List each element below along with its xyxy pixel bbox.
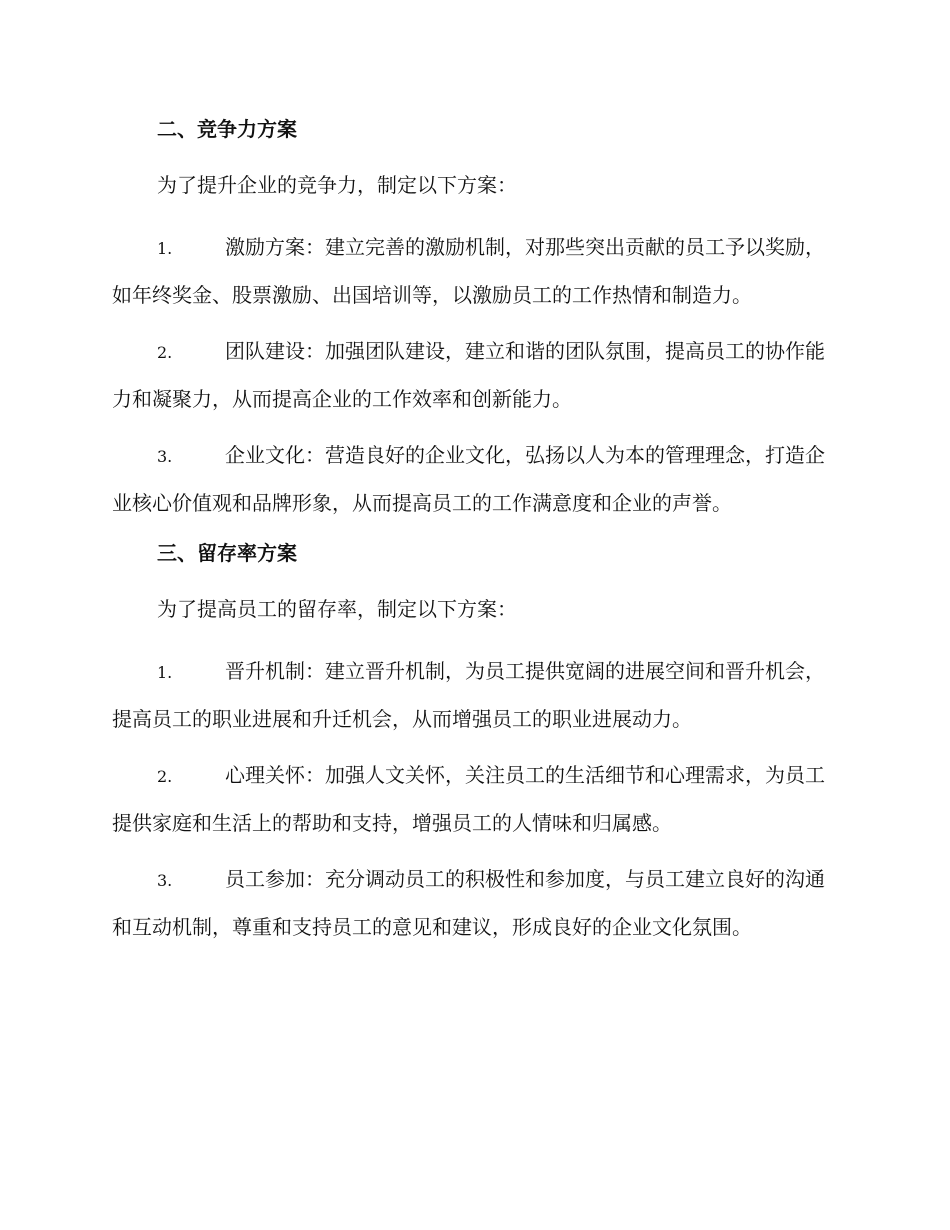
list-item-number: 2. bbox=[157, 343, 173, 362]
list-item bbox=[112, 856, 836, 950]
document-body bbox=[112, 112, 836, 960]
section-heading-retention: 三、留存率方案 bbox=[157, 541, 297, 565]
list-item-number: 1. bbox=[157, 663, 173, 682]
list-item bbox=[112, 648, 836, 742]
list-item-number: 3. bbox=[157, 447, 173, 466]
list-item bbox=[112, 328, 836, 422]
section-intro: 为了提升企业的竞争力，制定以下方案： bbox=[157, 173, 517, 197]
list-item-text: 晋升机制：建立晋升机制，为员工提供宽阔的进展空间和晋升机会，提高员工的职业进展和升迁机会，从而增强员工的职业进展动力。 bbox=[112, 659, 825, 731]
list-item-number: 2. bbox=[157, 767, 173, 786]
list-item-text: 团队建设：加强团队建设，建立和谐的团队氛围，提高员工的协作能力和凝聚力，从而提高企业的工作效率和创新能力。 bbox=[112, 339, 825, 411]
list-item-number: 3. bbox=[157, 871, 173, 890]
list-item-text: 心理关怀：加强人文关怀，关注员工的生活细节和心理需求，为员工提供家庭和生活上的帮助和支持，增强员工的人情味和归属感。 bbox=[112, 763, 825, 835]
list-item bbox=[112, 432, 836, 526]
section-intro: 为了提高员工的留存率，制定以下方案： bbox=[157, 597, 517, 621]
list-item bbox=[112, 224, 836, 318]
list-item-number: 1. bbox=[157, 239, 173, 258]
list-item bbox=[112, 752, 836, 846]
list-item-text: 员工参加：充分调动员工的积极性和参加度，与员工建立良好的沟通和互动机制，尊重和支持员工的意见和建议，形成良好的企业文化氛围。 bbox=[112, 867, 825, 939]
list-item-text: 企业文化：营造良好的企业文化，弘扬以人为本的管理理念，打造企业核心价值观和品牌形象，从而提高员工的工作满意度和企业的声誉。 bbox=[112, 443, 825, 515]
list-item-text: 激励方案：建立完善的激励机制，对那些突出贡献的员工予以奖励，如年终奖金、股票激励、出国培训等，以激励员工的工作热情和制造力。 bbox=[112, 235, 825, 307]
section-heading-competitiveness: 二、竞争力方案 bbox=[157, 117, 297, 141]
